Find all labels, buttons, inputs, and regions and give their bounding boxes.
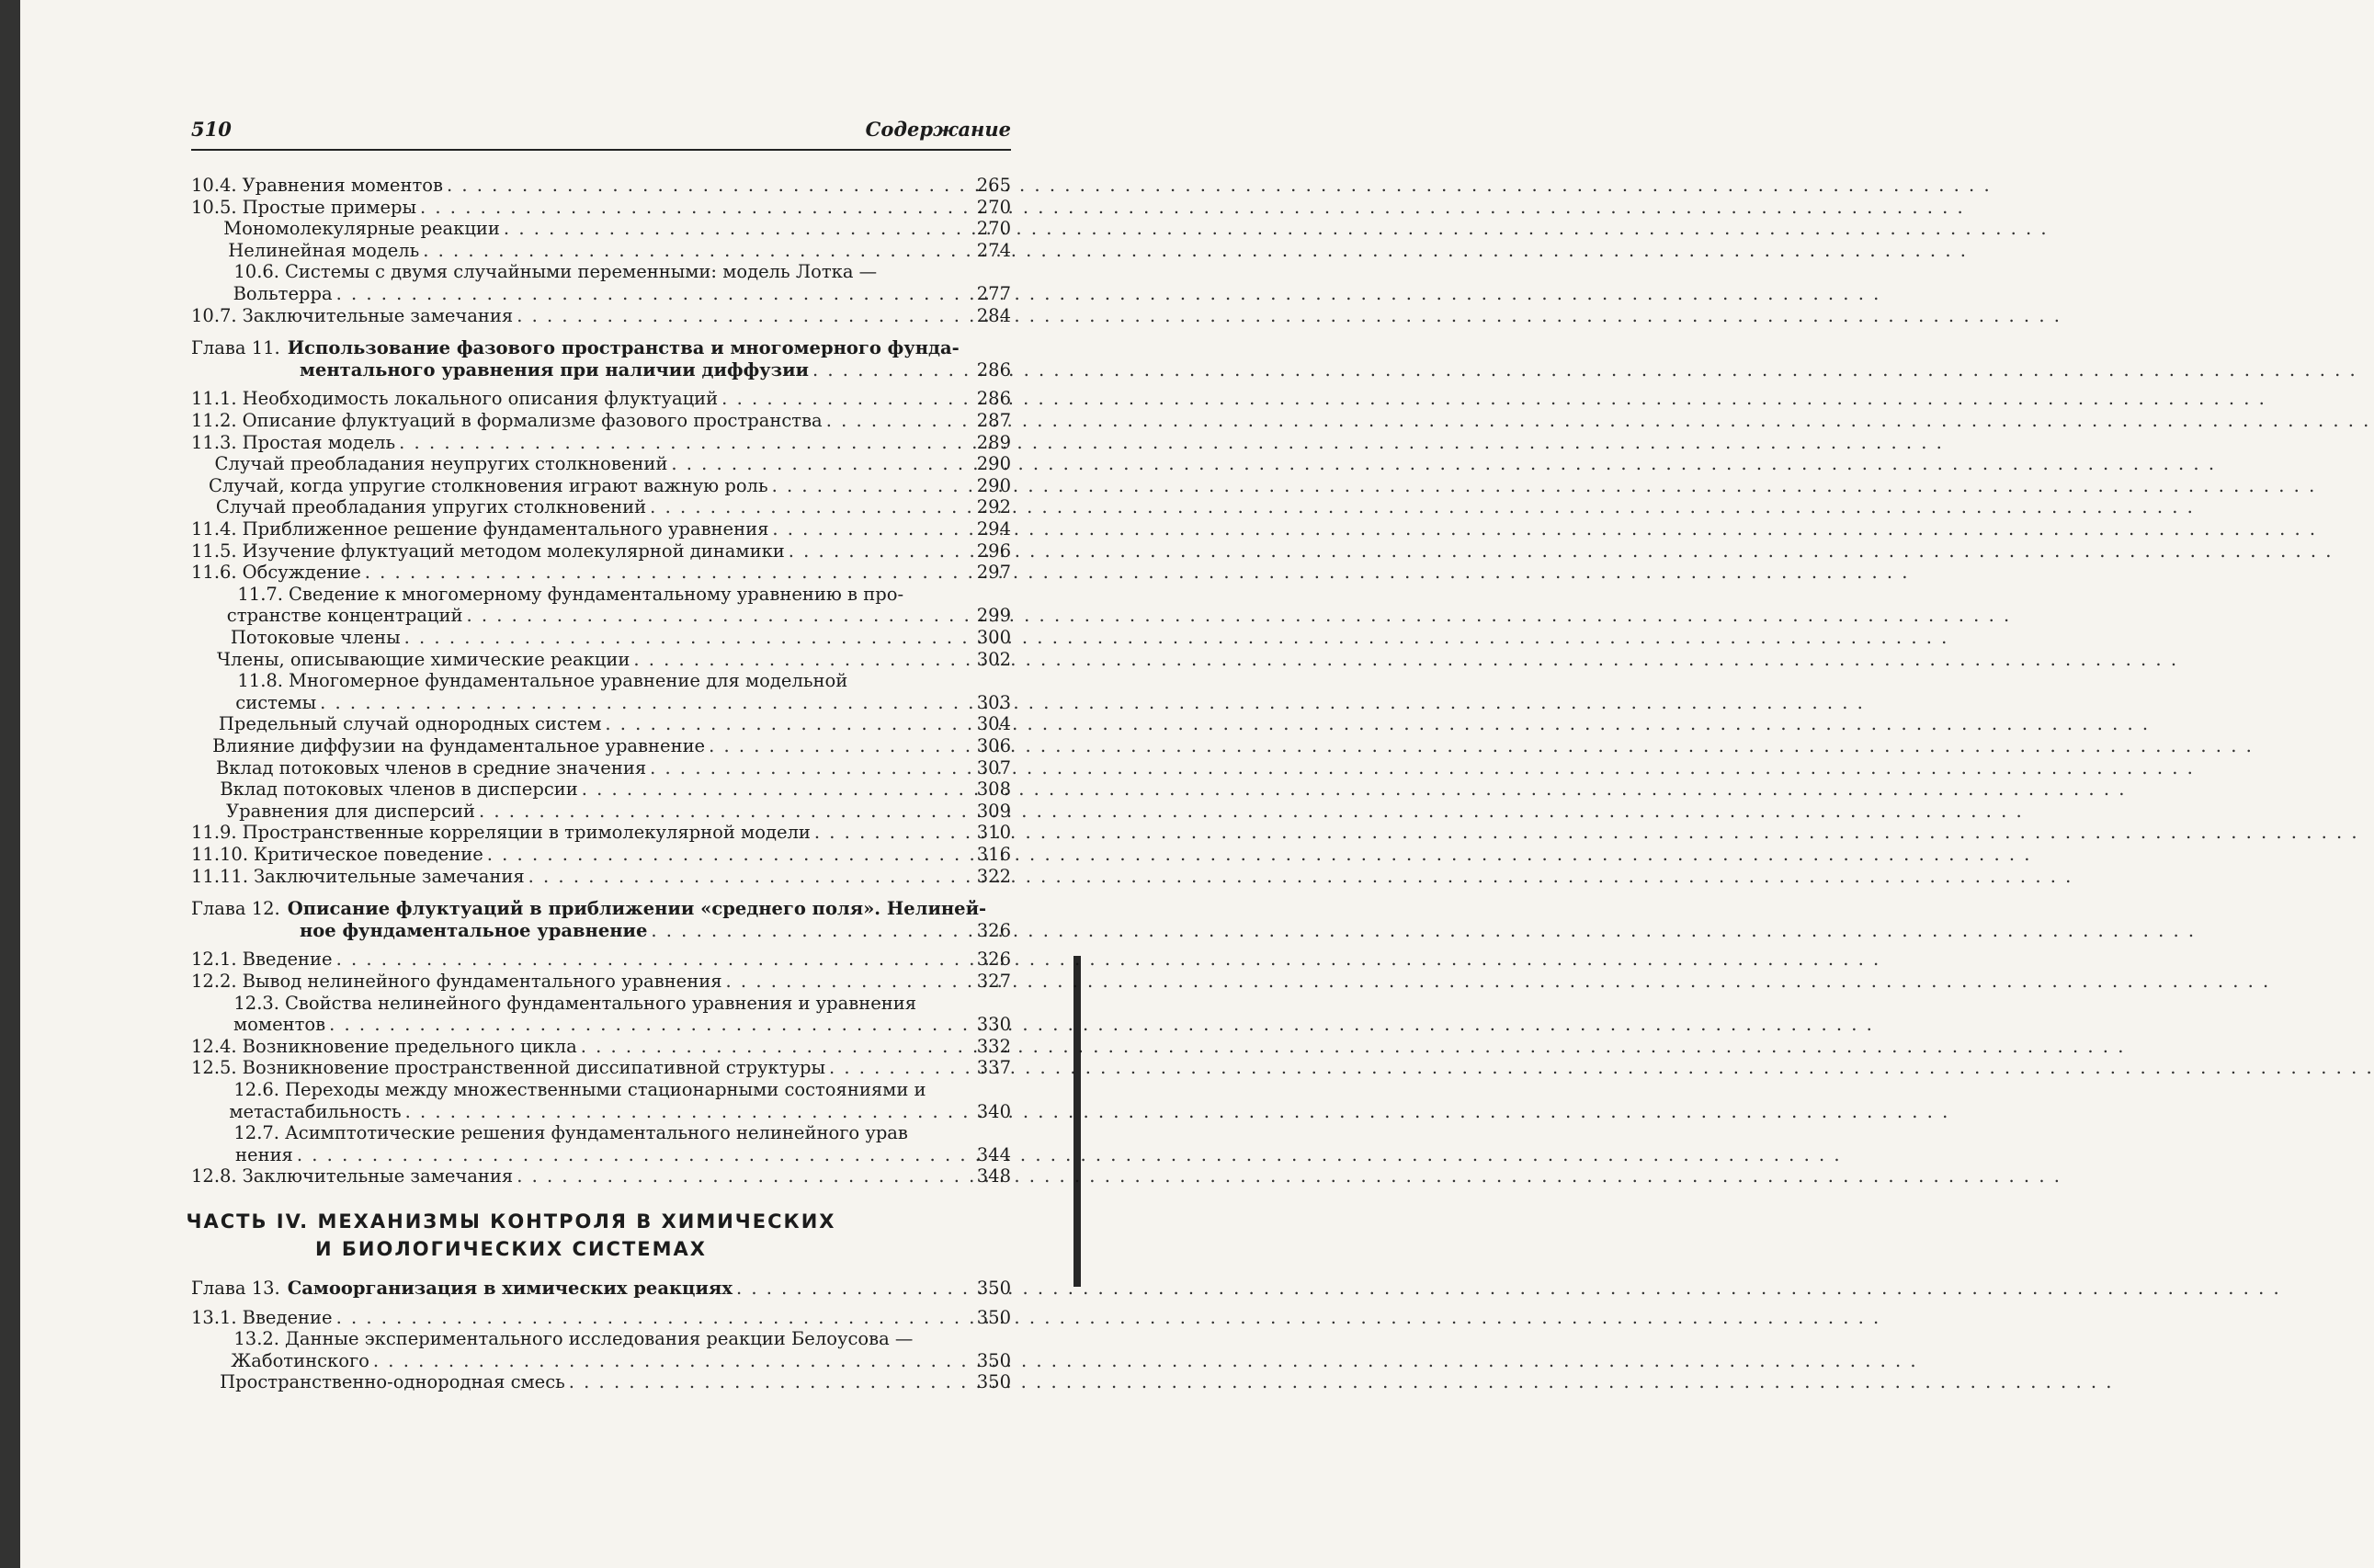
- toc-subentry: [191, 692, 1011, 713]
- entry-title: Критическое поведение: [254, 844, 483, 865]
- dot-leader: [605, 713, 972, 734]
- entry-number: 11.2.: [191, 410, 237, 431]
- toc-subentry: [191, 1371, 1011, 1392]
- chapter-heading-cont: [300, 359, 1011, 381]
- toc-entry: [191, 993, 1011, 1014]
- toc-entry: [191, 1079, 1011, 1100]
- entry-title: Уравнения моментов: [242, 175, 443, 196]
- dot-leader: [405, 1101, 973, 1122]
- dot-leader: [651, 920, 972, 941]
- header-rule: [191, 149, 1011, 151]
- entry-title: Вольтерра: [233, 283, 333, 304]
- scan-edge-shadow: [0, 0, 20, 1568]
- dot-leader: [479, 801, 973, 822]
- toc-entry: [191, 410, 1011, 431]
- toc-entry: [191, 1036, 1011, 1057]
- entry-number: 10.7.: [191, 304, 237, 326]
- entry-page: 316: [976, 844, 1011, 865]
- entry-title: Заключительные замечания: [254, 865, 525, 887]
- dot-leader: [736, 1278, 973, 1299]
- dot-leader: [581, 1036, 973, 1057]
- entry-title: Влияние диффузии на фундаментальное уравнение: [212, 735, 706, 756]
- part-heading: [101, 1208, 921, 1263]
- entry-title: Предельный случай однородных систем: [218, 713, 602, 735]
- running-header: [191, 118, 1011, 147]
- entry-page: 290: [976, 474, 1011, 496]
- entry-title: ное фундаментальное уравнение: [300, 919, 648, 941]
- entry-page: 348: [976, 1165, 1011, 1187]
- entry-title: Описание флуктуаций в формализме фазового пространства: [242, 410, 823, 431]
- dot-leader: [420, 197, 973, 218]
- dot-leader: [373, 1350, 973, 1371]
- dot-leader: [466, 605, 972, 626]
- entry-title: Заключительные замечания: [242, 1165, 514, 1187]
- entry-title: Переходы между множественными стационарными состояниями и: [285, 1079, 926, 1100]
- dot-leader: [365, 562, 973, 583]
- entry-page: 350: [976, 1349, 1011, 1371]
- toc-entry: [191, 1057, 1011, 1078]
- dot-leader: [709, 735, 973, 756]
- entry-page: 290: [976, 453, 1011, 475]
- entry-title: Случай преобладания неупругих столкновений: [214, 453, 668, 475]
- chapter-heading: [191, 337, 1011, 358]
- entry-title: Пространственно-однородная смесь: [220, 1371, 565, 1393]
- entry-number: 12.3.: [233, 992, 279, 1014]
- chapter-heading: [191, 1278, 1011, 1299]
- entry-title: Многомерное фундаментальное уравнение для модельной: [289, 670, 848, 692]
- entry-title: Члены, описывающие химические реакции: [216, 648, 630, 670]
- toc-subentry: [191, 649, 1011, 670]
- dot-leader: [772, 475, 973, 496]
- chapter-heading-cont: [300, 920, 1011, 941]
- dot-leader: [336, 283, 973, 304]
- dot-leader: [517, 305, 973, 326]
- toc-subentry: [191, 778, 1011, 800]
- entry-page: 297: [976, 562, 1011, 584]
- entry-title: Приближенное решение фундаментального уравнения: [242, 518, 769, 540]
- entry-title: ментального уравнения при наличии диффузии: [300, 358, 810, 381]
- entry-title: Уравнения для дисперсий: [226, 800, 475, 822]
- toc-subentry: [191, 496, 1011, 517]
- dot-leader: [812, 359, 973, 381]
- dot-leader: [404, 627, 973, 648]
- toc-entry: [191, 432, 1011, 453]
- entry-page: 289: [976, 431, 1011, 453]
- entry-number: 11.1.: [191, 388, 237, 410]
- entry-title: Системы с двумя случайными переменными: модель Лотка —: [285, 261, 878, 283]
- entry-page: 350: [976, 1371, 1011, 1393]
- entry-number: 11.6.: [191, 562, 237, 584]
- entry-title: Возникновение предельного цикла: [242, 1035, 577, 1057]
- dot-leader: [582, 778, 973, 800]
- toc-entry: [191, 844, 1011, 865]
- entry-number: 11.4.: [191, 518, 237, 540]
- toc-entry: [191, 175, 1011, 196]
- entry-title: Обсуждение: [242, 562, 361, 584]
- entry-page: 286: [976, 388, 1011, 410]
- toc-subentry: [191, 1101, 1011, 1122]
- entry-title: Пространственные корреляции в тримолекулярной модели: [242, 822, 811, 844]
- entry-number: 10.5.: [191, 196, 237, 218]
- entry-page: 350: [976, 1306, 1011, 1328]
- entry-page: 270: [976, 218, 1011, 240]
- toc-subentry: [191, 453, 1011, 474]
- dot-leader: [789, 540, 973, 562]
- dot-leader: [423, 240, 973, 261]
- entry-title: Асимптотические решения фундаментального нелинейного урав: [285, 1122, 908, 1144]
- entry-number: 13.2.: [233, 1328, 279, 1350]
- dot-leader: [826, 410, 973, 431]
- entry-number: 11.8.: [237, 670, 283, 692]
- entry-page: 326: [976, 919, 1011, 941]
- toc-subentry: [191, 475, 1011, 496]
- entry-page: 294: [976, 518, 1011, 540]
- entry-title: Введение: [242, 949, 333, 971]
- entry-number: 12.6.: [233, 1079, 279, 1100]
- chapter-label: Глава 13.: [191, 1278, 280, 1299]
- toc-subentry: [191, 1144, 1011, 1165]
- entry-page: 296: [976, 540, 1011, 562]
- entry-title: моментов: [233, 1014, 326, 1036]
- entry-page: 270: [976, 196, 1011, 218]
- toc-entry: [191, 388, 1011, 409]
- entry-title: Мономолекулярные реакции: [223, 218, 500, 240]
- entry-page: 340: [976, 1100, 1011, 1122]
- entry-page: 326: [976, 949, 1011, 971]
- entry-page: 307: [976, 756, 1011, 778]
- entry-title: Вывод нелинейного фундаментального уравнения: [242, 971, 722, 992]
- toc-subentry: [191, 1014, 1011, 1035]
- entry-number: 10.6.: [233, 261, 279, 283]
- toc-subentry: [191, 1350, 1011, 1371]
- dot-leader: [650, 757, 973, 778]
- entry-page: 300: [976, 627, 1011, 648]
- entry-title: странстве концентраций: [226, 605, 463, 627]
- entry-title: Самоорганизация в химических реакциях: [287, 1278, 733, 1299]
- dot-leader: [336, 1307, 973, 1328]
- dot-leader: [329, 1014, 973, 1035]
- entry-page: 265: [976, 175, 1011, 196]
- dot-leader: [829, 1057, 973, 1078]
- dot-leader: [671, 453, 972, 474]
- entry-number: 12.7.: [233, 1122, 279, 1144]
- chapter-title: Описание флуктуаций в приближении «среднего поля». Нелиней-: [287, 898, 987, 920]
- entry-number: 12.2.: [191, 971, 237, 992]
- entry-title: Случай преобладания упругих столкновений: [215, 496, 647, 518]
- toc-entry: [191, 1122, 1011, 1143]
- chapter-label: Глава 12.: [191, 898, 280, 920]
- dot-leader: [726, 971, 973, 992]
- toc-entry: [191, 197, 1011, 218]
- entry-title: Нелинейная модель: [228, 239, 420, 261]
- entry-page: 292: [976, 496, 1011, 518]
- dot-leader: [447, 175, 973, 196]
- entry-page: 337: [976, 1057, 1011, 1079]
- dot-leader: [320, 692, 973, 713]
- entry-number: 11.7.: [237, 583, 283, 605]
- dot-leader: [633, 649, 972, 670]
- dot-leader: [528, 866, 973, 887]
- entry-title: системы: [235, 691, 317, 713]
- entry-page: 299: [976, 605, 1011, 627]
- toc-entry: [191, 949, 1011, 970]
- entry-title: Потоковые члены: [230, 627, 401, 648]
- entry-title: Изучение флуктуаций методом молекулярной динамики: [242, 540, 785, 562]
- entry-page: 302: [976, 648, 1011, 670]
- chapter-heading: [191, 898, 1011, 919]
- entry-page: 308: [976, 778, 1011, 801]
- entry-page: 274: [976, 239, 1011, 261]
- entry-page: 286: [976, 358, 1011, 381]
- toc-subentry: [191, 218, 1011, 239]
- entry-title: Вклад потоковых членов в средние значения: [215, 756, 647, 778]
- entry-page: 350: [976, 1278, 1011, 1299]
- entry-title: Заключительные замечания: [242, 304, 514, 326]
- toc-entry: [191, 1307, 1011, 1328]
- toc-entry: [191, 822, 1011, 843]
- chapter-label: Глава 11.: [191, 337, 280, 359]
- toc-subentry: [191, 627, 1011, 648]
- dot-leader: [504, 218, 973, 239]
- entry-number: 10.4.: [191, 175, 237, 196]
- toc-entry: [191, 540, 1011, 562]
- section-title: Содержание: [865, 118, 1011, 141]
- entry-number: 13.1.: [191, 1306, 237, 1328]
- entry-page: 309: [976, 800, 1011, 822]
- dot-leader: [569, 1371, 973, 1392]
- entry-number: 11.5.: [191, 540, 237, 562]
- entry-number: 11.10.: [191, 844, 249, 865]
- entry-title: Простые примеры: [242, 196, 417, 218]
- dot-leader: [399, 432, 973, 453]
- entry-page: 303: [976, 691, 1011, 713]
- toc-entry: [191, 518, 1011, 540]
- entry-number: 11.11.: [191, 865, 249, 887]
- scan-right-mark: [1073, 956, 1081, 1287]
- entry-title: Введение: [242, 1306, 333, 1328]
- toc-entry: [191, 670, 1011, 691]
- entry-number: 12.4.: [191, 1035, 237, 1057]
- dot-leader: [814, 822, 973, 843]
- dot-leader: [517, 1165, 973, 1187]
- entry-title: Жаботинского: [231, 1349, 369, 1371]
- page-number: 510: [191, 118, 232, 141]
- entry-page: 332: [976, 1035, 1011, 1057]
- toc-entry: [191, 261, 1011, 282]
- entry-title: метастабильность: [229, 1100, 402, 1122]
- entry-title: Возникновение пространственной диссипативной структуры: [242, 1057, 825, 1079]
- entry-page: 327: [976, 971, 1011, 992]
- entry-title: Простая модель: [242, 431, 396, 453]
- dot-leader: [772, 518, 972, 540]
- dot-leader: [650, 496, 973, 517]
- toc-subentry: [191, 801, 1011, 822]
- entry-number: 11.3.: [191, 431, 237, 453]
- toc-subentry: [191, 735, 1011, 756]
- entry-title: Случай, когда упругие столкновения играют важную роль: [209, 474, 768, 496]
- toc-subentry: [191, 283, 1011, 304]
- toc-entry: [191, 584, 1011, 605]
- dot-leader: [336, 949, 973, 970]
- entry-number: 12.1.: [191, 949, 237, 971]
- entry-title: Необходимость локального описания флуктуаций: [242, 388, 719, 410]
- entry-title: Вклад потоковых членов в дисперсии: [220, 778, 578, 801]
- dot-leader: [721, 388, 973, 409]
- part-heading-line2: И БИОЛОГИЧЕСКИХ СИСТЕМАХ: [315, 1238, 707, 1260]
- chapter-title: Использование фазового пространства и многомерного фунда-: [287, 337, 960, 359]
- toc-entry: [191, 866, 1011, 887]
- entry-page: 322: [976, 865, 1011, 887]
- entry-number: 12.8.: [191, 1165, 237, 1187]
- entry-page: 344: [976, 1143, 1011, 1165]
- toc-subentry: [191, 605, 1011, 626]
- toc-subentry: [191, 713, 1011, 734]
- toc-entry: [191, 971, 1011, 992]
- entry-page: 310: [976, 822, 1011, 844]
- entry-page: 306: [976, 735, 1011, 756]
- toc-subentry: [191, 757, 1011, 778]
- entry-title: Данные экспериментального исследования реакции Белоусова —: [285, 1328, 914, 1350]
- entry-title: нения: [235, 1143, 293, 1165]
- dot-leader: [297, 1144, 973, 1165]
- toc-entry: [191, 305, 1011, 326]
- toc-entry: [191, 1165, 1011, 1187]
- toc-entry: [191, 562, 1011, 583]
- toc-subentry: [191, 240, 1011, 261]
- dot-leader: [487, 844, 973, 865]
- entry-page: 304: [976, 713, 1011, 735]
- entry-page: 287: [976, 410, 1011, 431]
- entry-title: Сведение к многомерному фундаментальному уравнению в про-: [289, 583, 904, 605]
- entry-number: 12.5.: [191, 1057, 237, 1079]
- entry-page: 277: [976, 283, 1011, 304]
- entry-page: 284: [976, 304, 1011, 326]
- entry-title: Свойства нелинейного фундаментального уравнения и уравнения: [285, 992, 917, 1014]
- document-page: [0, 0, 1103, 1568]
- entry-page: 330: [976, 1014, 1011, 1036]
- part-heading-line1: ЧАСТЬ IV. МЕХАНИЗМЫ КОНТРОЛЯ В ХИМИЧЕСКИХ: [186, 1210, 836, 1233]
- entry-number: 11.9.: [191, 822, 237, 844]
- toc-entry: [191, 1328, 1011, 1349]
